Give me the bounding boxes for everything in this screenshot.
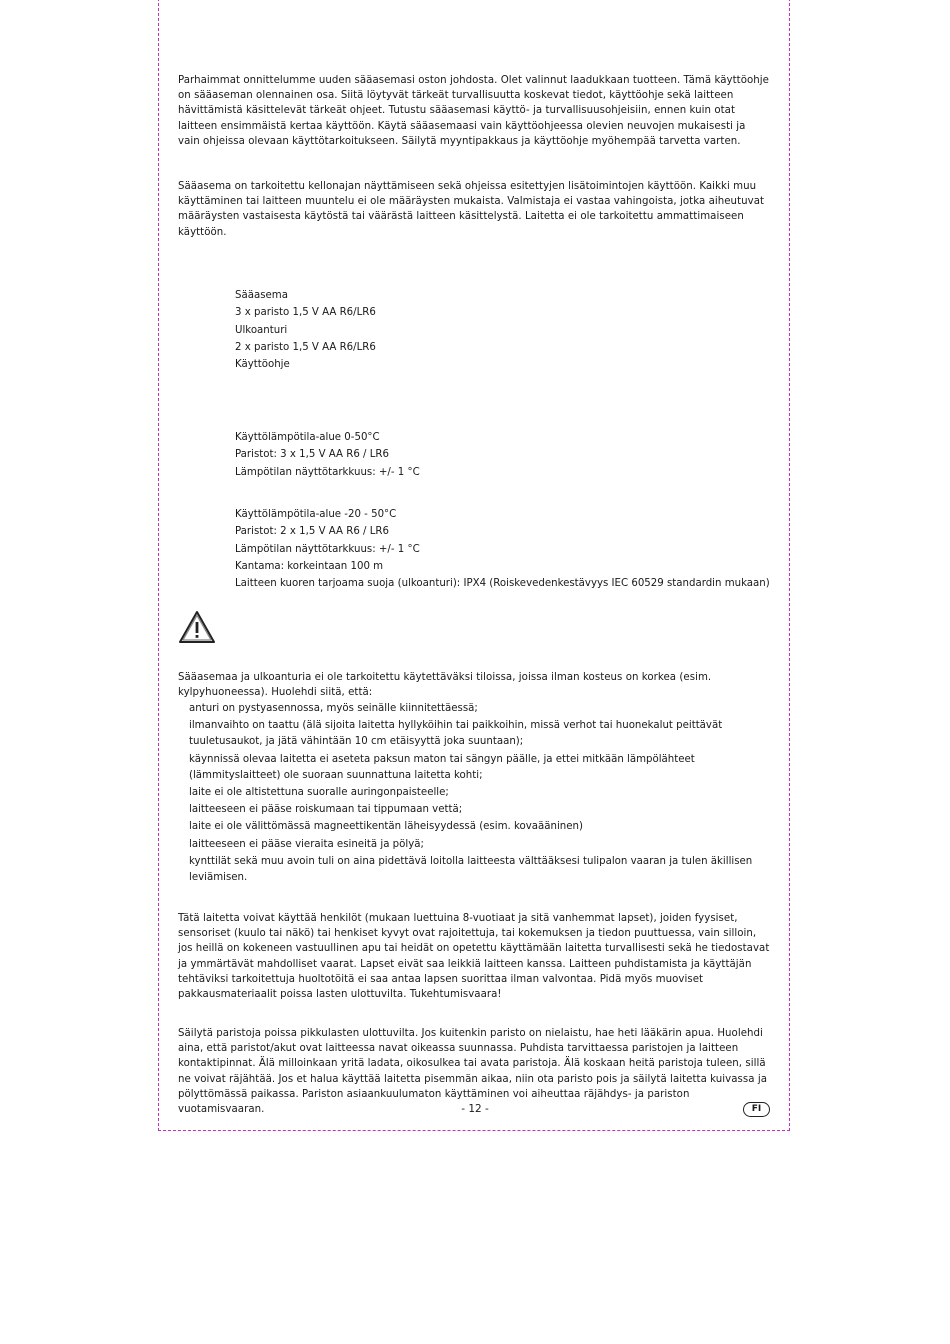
- safety-item: käynnissä olevaa laitetta ei aseteta paksun maton tai sängyn päälle, ja ettei mitkään lämpölähteet (lämmityslaitteet) ole suoraan suunnattuna laitetta kohti;: [189, 753, 695, 781]
- contents-item: 2 x paristo 1,5 V AA R6/LR6: [235, 341, 376, 353]
- intro-paragraph: Parhaimmat onnittelumme uuden sääasemasi oston johdosta. Olet valinnut laadukkaan tuotteen. Tämä käyttöohje on sääaseman olennainen osa. Siitä löytyvät tärkeät turvallisuutta koskevat tiedot, käyttöohje sekä laitteen hävittämistä käsittelevät tärkeät ohjeet. Tutustu sääasemasi käyttö- ja turvallisuusohjeisiin, ennen kuin otat laitteen ensimmäistä kertaa käyttöön. Käytä sääasemaasi vain käyttöohjeessa olevien neuvojen mukaisesti ja vain ohjeissa olevaan käyttötarkoitukseen. Säilytä myyntipakkaus ja käyttöohje myöhempää tarvetta varten.: [178, 75, 769, 147]
- spec-item: Paristot: 3 x 1,5 V AA R6 / LR6: [235, 449, 389, 461]
- safety-item: laite ei ole altistettuna suoralle auringonpaisteelle;: [189, 786, 449, 798]
- safety-item: anturi on pystyasennossa, myös seinälle kiinnitettäessä;: [189, 703, 478, 714]
- contents-item: 3 x paristo 1,5 V AA R6/LR6: [235, 307, 376, 319]
- spec-item: Kantama: korkeintaan 100 m: [235, 560, 384, 572]
- safety-item: ilmanvaihto on taattu (älä sijoita laitetta hyllyköihin tai paikkoihin, missä verhot tai huonekalut peittävät tuuletusaukot, ja jätä vähintään 10 cm etäisyyttä joka suuntaan);: [189, 720, 723, 748]
- spec-item: Laitteen kuoren tarjoama suoja (ulkoanturi): IPX4 (Roiskevedenkestävyys IEC 60529 standardin mukaan): [235, 578, 770, 590]
- spec-item: Lämpötilan näyttötarkkuus: +/- 1 °C: [235, 466, 420, 478]
- safety-item: laitteeseen ei pääse roiskumaan tai tippumaan vettä;: [189, 804, 463, 816]
- spec-item: Käyttölämpötila-alue -20 - 50°C: [235, 509, 397, 520]
- contents-item: Sääasema: [235, 290, 288, 301]
- safety-list: [189, 701, 774, 887]
- safety-item: kynttilät sekä muu avoin tuli on aina pidettävä loitolla laitteesta välttääksesi tulipalon vaaran ja tulen äkillisen leviämisen.: [189, 856, 753, 884]
- sensor-specs-list: [235, 506, 770, 592]
- spec-item: Lämpötilan näyttötarkkuus: +/- 1 °C: [235, 543, 420, 555]
- warning-triangle-icon: [178, 609, 216, 645]
- page-number: - 12 -: [461, 1103, 489, 1115]
- safety-item: laitteeseen ei pääse vieraita esineitä ja pölyä;: [189, 838, 424, 850]
- spec-item: Käyttölämpötila-alue 0-50°C: [235, 432, 380, 443]
- station-specs-list: [235, 429, 420, 481]
- package-contents-list: [235, 287, 376, 373]
- spec-item: Paristot: 2 x 1,5 V AA R6 / LR6: [235, 526, 389, 538]
- intended-use-paragraph: Sääasema on tarkoitettu kellonajan näyttämiseen sekä ohjeissa esitettyjen lisätoimintojen käyttöön. Kaikki muu käyttäminen tai laitteen muuntelu ei ole määräysten mukaista. Valmistaja ei vastaa vahingoista, jotka aiheutuvat määräysten vastaisesta käytöstä tai väärästä laitteen käsittelystä. Laitetta ei ole tarkoitettu ammattimaiseen käyttöön.: [178, 181, 765, 238]
- batteries-paragraph: Säilytä paristoja poissa pikkulasten ulottuvilta. Jos kuitenkin paristo on nielaistu, hae heti lääkärin apua. Huolehdi aina, että paristot/akut ovat laitteessa navat oikeassa suunnassa. Puhdista tarvittaessa paristojen ja laitteen kontaktipinnat. Älä milloinkaan yritä ladata, oikosulkea tai avata paristoja. Älä koskaan heitä paristoja tuleen, sillä ne voivat räjähtää. Jos et halua käyttää laitetta pisemmän aikaa, niin ota paristo pois ja säilytä laitetta kuivassa ja pölyttömässä paikassa. Pariston asiaankuulumaton käyttäminen voi aiheuttaa räjähdys- ja pariston vuotamisvaaran.: [178, 1028, 768, 1116]
- children-paragraph: Tätä laitetta voivat käyttää henkilöt (mukaan luettuina 8-vuotiaat ja sitä vanhemmat lapset), joiden fyysiset, sensoriset (kuulo tai näkö) tai henkiset kyvyt ovat rajoitettuja, tai kokemuksen ja tiedon puuttuessa, vain silloin, jos heillä on kokeneen vastuullinen apu tai heidät on opetettu käyttämään laitetta turvallisesti sekä he tiedostavat ja ymmärtävät mahdolliset vaarat. Lapset eivät saa leikkiä laitteen kanssa. Laitteen puhdistamista ja käyttäjän tehtäviksi tarkoitettuja huoltotöitä ei saa antaa lapsen suorittaa ilman valvontaa. Pidä myös muoviset pakkausmateriaalit poissa lasten ulottuvilta. Tukehtumisvaara!: [178, 913, 770, 1001]
- language-badge: FI: [743, 1102, 770, 1117]
- contents-item: Ulkoanturi: [235, 324, 288, 336]
- contents-item: Käyttöohje: [235, 359, 290, 371]
- safety-item: laite ei ole välittömässä magneettikentän läheisyydessä (esim. kovaääninen): [189, 821, 583, 833]
- safety-intro-paragraph: Sääasemaa ja ulkoanturia ei ole tarkoitettu käytettäväksi tiloissa, joissa ilman kosteus on korkea (esim. kylpyhuoneessa). Huolehdi siitä, että:: [178, 672, 712, 699]
